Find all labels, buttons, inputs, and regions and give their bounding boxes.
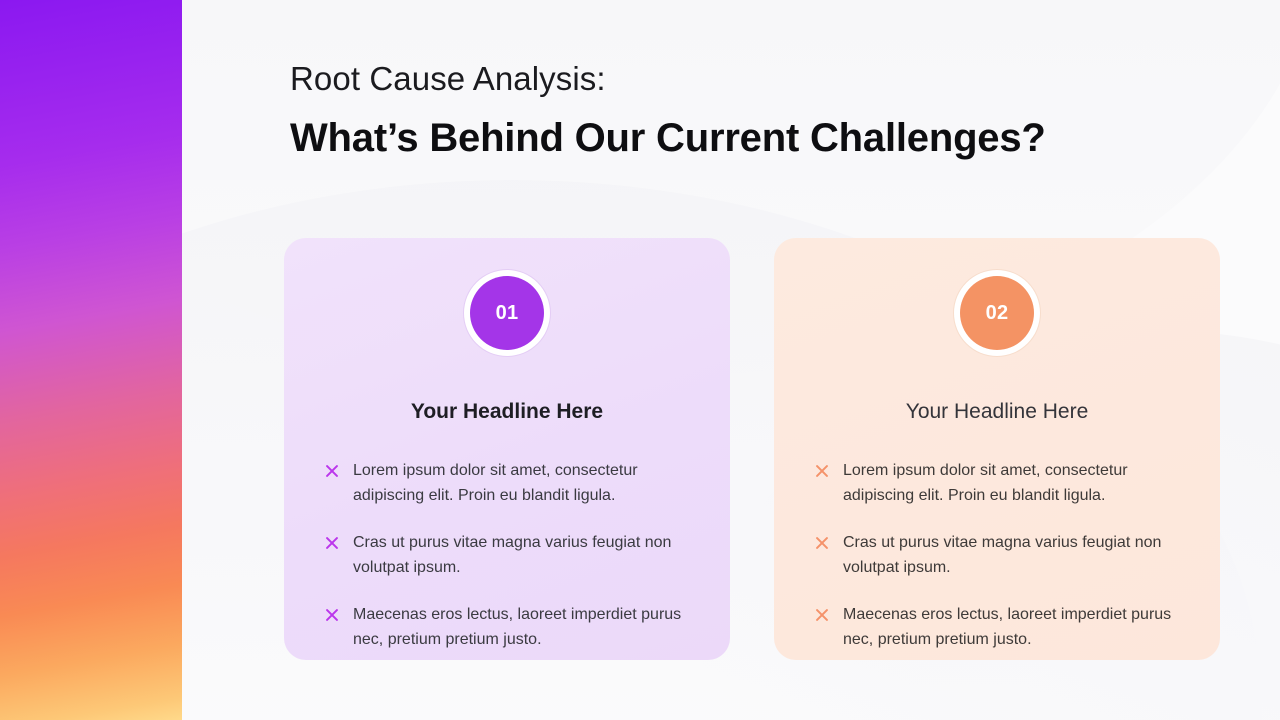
list-item	[814, 602, 1180, 652]
list-item	[814, 530, 1180, 580]
badge-wrap-02	[808, 276, 1186, 350]
bullet-text: Lorem ipsum dolor sit amet, consectetur adipiscing elit. Proin eu blandit ligula.	[353, 462, 638, 504]
badge-wrap-01	[318, 276, 696, 350]
card-bullet-list	[318, 458, 696, 652]
bullet-text: Cras ut purus vitae magna varius feugiat non volutpat ipsum.	[353, 534, 672, 576]
x-icon	[814, 607, 830, 623]
bullet-text: Maecenas eros lectus, laoreet imperdiet purus nec, pretium pretium justo.	[843, 606, 1172, 648]
left-gradient-bar	[0, 0, 182, 720]
bullet-text: Maecenas eros lectus, laoreet imperdiet purus nec, pretium pretium justo.	[353, 606, 682, 648]
list-item	[814, 458, 1180, 508]
card-headline: Your Headline Here	[905, 400, 1089, 423]
x-icon	[814, 463, 830, 479]
card-02[interactable]	[774, 238, 1220, 660]
x-icon	[814, 535, 830, 551]
card-headline: Your Headline Here	[410, 400, 604, 423]
card-number-badge: 01	[470, 276, 544, 350]
x-icon	[324, 607, 340, 623]
slide-eyebrow: Root Cause Analysis:	[290, 60, 606, 97]
list-item	[324, 458, 690, 508]
x-icon	[324, 463, 340, 479]
bullet-text: Cras ut purus vitae magna varius feugiat non volutpat ipsum.	[843, 534, 1162, 576]
page-title: What’s Behind Our Current Challenges?	[290, 116, 1046, 160]
card-bullet-list	[808, 458, 1186, 652]
list-item	[324, 530, 690, 580]
cards-row	[284, 238, 1220, 660]
slide-heading-group	[290, 56, 1046, 165]
card-01[interactable]	[284, 238, 730, 660]
list-item	[324, 602, 690, 652]
bullet-text: Lorem ipsum dolor sit amet, consectetur adipiscing elit. Proin eu blandit ligula.	[843, 462, 1128, 504]
x-icon	[324, 535, 340, 551]
card-number-badge: 02	[960, 276, 1034, 350]
